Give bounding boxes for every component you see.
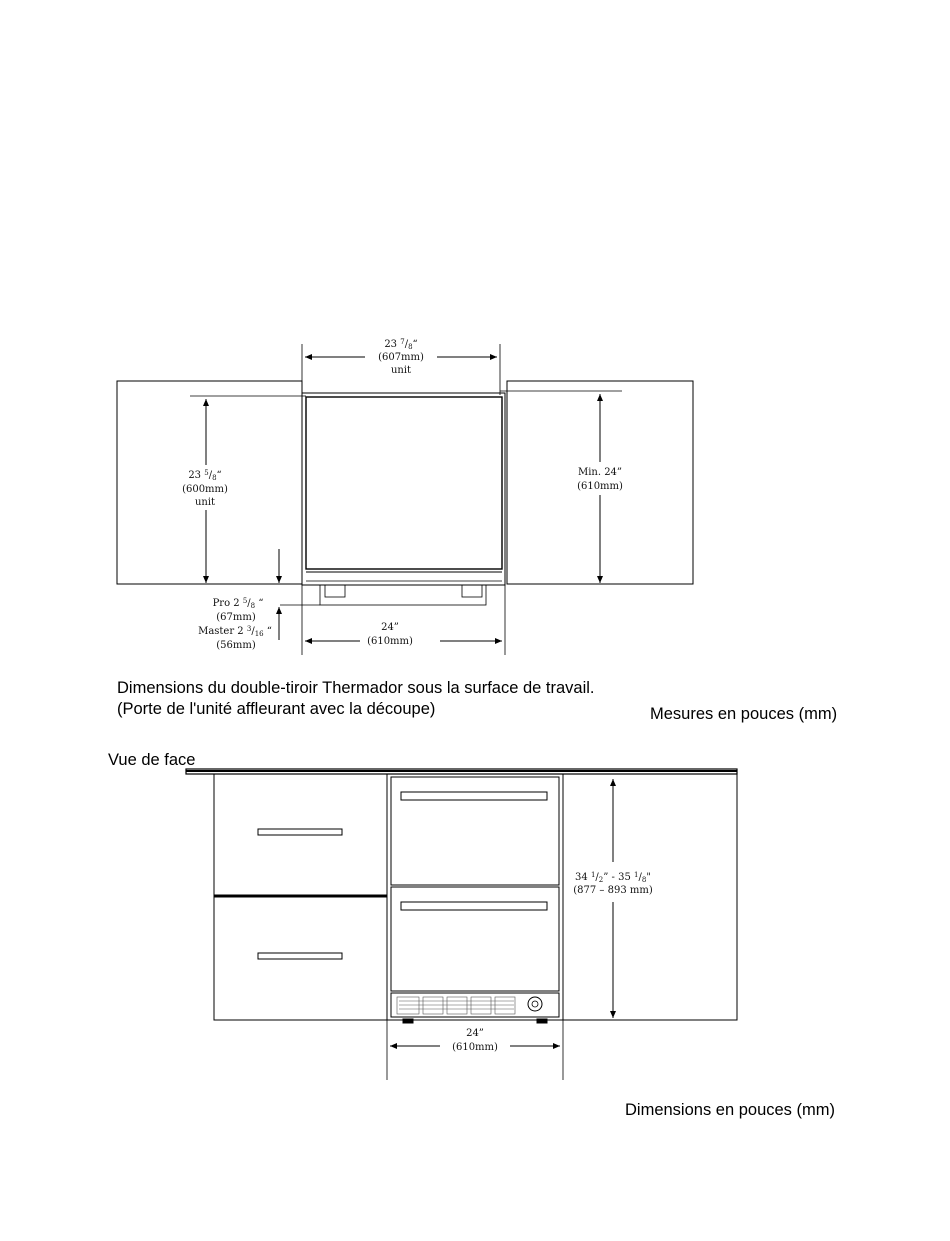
lower-drawer-handle — [401, 902, 547, 910]
unit-opening — [387, 774, 563, 1020]
unit-width-metric: (607mm) — [378, 352, 424, 363]
upper-drawer — [391, 777, 559, 885]
caption-line-2: (Porte de l'unité affleurant avec la découpe) — [117, 700, 436, 718]
unit-frame — [302, 393, 505, 585]
grille-slots — [397, 997, 515, 1014]
unit-width-dimension: 23 $^7/_8“$ — [384, 338, 418, 351]
upper-drawer-handle — [401, 792, 547, 800]
left-foot — [325, 585, 345, 597]
pro-offset-metric: (67mm) — [216, 612, 256, 623]
front-height-dimension: 34 $^1/_2$” - 35 $^1/_8$" — [575, 871, 651, 884]
pro-offset-dimension: Pro 2 $^5/_8$ “ — [212, 597, 264, 610]
dimensions-units-note: Dimensions en pouces (mm) — [625, 1101, 835, 1119]
left-cabinet — [117, 381, 302, 584]
control-knob-icon — [528, 997, 542, 1011]
front-height-metric: (877 – 893 mm) — [573, 885, 653, 896]
master-offset-metric: (56mm) — [216, 640, 256, 651]
opening-height-label: Min. 24” — [577, 467, 623, 478]
master-offset-dimension: Master 2 $^3/_{16}$ “ — [198, 625, 272, 638]
measurements-units-note: Mesures en pouces (mm) — [650, 705, 838, 723]
right-foot — [462, 585, 482, 597]
front-width-metric: (610mm) — [452, 1042, 498, 1053]
opening-width-metric: (610mm) — [367, 636, 413, 647]
left-lower-drawer-handle — [258, 953, 342, 959]
lower-drawer — [391, 887, 559, 991]
unit-height-metric: (600mm) — [182, 484, 228, 495]
front-width-label: 24” — [466, 1028, 484, 1039]
right-cabinet-front — [563, 774, 737, 1020]
unit-height-dimension: 23 $^5/_8“$ — [188, 469, 222, 482]
opening-width-label: 24” — [381, 622, 399, 633]
caption-line-1: Dimensions du double-tiroir Thermador sous la surface de travail. — [117, 679, 595, 697]
left-upper-drawer-handle — [258, 829, 342, 835]
unit-width-note: unit — [390, 365, 412, 376]
front-view-diagram — [186, 769, 737, 1080]
front-view-title: Vue de face — [108, 751, 196, 769]
unit-height-note: unit — [194, 497, 216, 508]
top-view-labels — [182, 338, 623, 651]
opening-height-metric: (610mm) — [577, 481, 623, 492]
front-view-labels — [452, 871, 653, 1053]
unit-door — [306, 397, 502, 569]
